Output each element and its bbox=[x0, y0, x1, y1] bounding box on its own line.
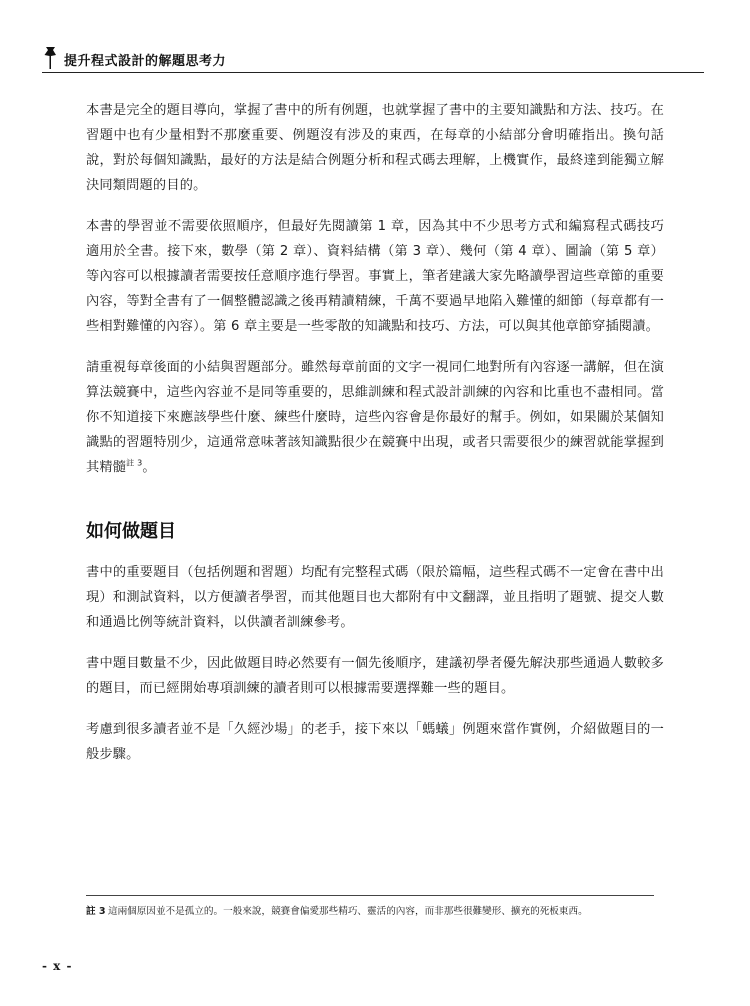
footnote-mark: 註 3 bbox=[86, 906, 106, 917]
page-number: - x - bbox=[42, 959, 73, 973]
intro-paragraph-3 bbox=[86, 355, 664, 480]
section-paragraph-2: 書中題目數量不少，因此做題目時必然要有一個先後順序，建議初學者優先解決那些通過人數較多的題目，而已經開始專項訓練的讀者則可以根據需要選擇難一些的題目。 bbox=[86, 656, 664, 696]
header-title: 提升程式設計的解題思考力 bbox=[64, 54, 227, 69]
pushpin-icon bbox=[42, 46, 60, 70]
intro-paragraph-3-text: 請重視每章後面的小結與習題部分。雖然每章前面的文字一視同仁地對所有內容逐一講解，但在演算法競賽中，這些內容並不是同等重要的，思維訓練和程式設計訓練的內容和比重也不盡相同。當你不知道接下來應該學些什麼、練些什麼時，這些內容會是你最好的幫手。例如，如果關於某個知識點的習題特別少，這通常意味著該知識點很少在競賽中出現，或者只需要很少的練習就能掌握到其精髓 bbox=[86, 360, 664, 475]
running-header bbox=[42, 44, 704, 73]
section-paragraph-3: 考慮到很多讀者並不是「久經沙場」的老手，接下來以「螞蟻」例題來當作實例，介紹做題目的一般步驟。 bbox=[86, 722, 664, 762]
footnote-reference[interactable]: 註 3 bbox=[126, 458, 143, 468]
main-content bbox=[86, 98, 664, 783]
intro-paragraph-3-end: 。 bbox=[142, 460, 156, 475]
intro-paragraph-1: 本書是完全的題目導向，掌握了書中的所有例題，也就掌握了書中的主要知識點和方法、技巧。在習題中也有少量相對不那麼重要、例題沒有涉及的東西，在每章的小結部分會明確指出。換句話說，對於每個知識點，最好的方法是結合例題分析和程式碼去理解，上機實作，最終達到能獨立解決同類問題的目的。 bbox=[86, 103, 664, 193]
footnote-text: 這兩個原因並不是孤立的。一般來說，競賽會偏愛那些精巧、靈活的內容，而非那些很難變形、擴充的死板東西。 bbox=[108, 906, 588, 917]
section-paragraph-1: 書中的重要題目（包括例題和習題）均配有完整程式碼（限於篇幅，這些程式碼不一定會在書中出現）和測試資料，以方便讀者學習，而其他題目也大都附有中文翻譯，並且指明了題號、提交人數和通過比例等統計資料，以供讀者訓練參考。 bbox=[86, 565, 664, 630]
intro-paragraph-2: 本書的學習並不需要依照順序，但最好先閱讀第 1 章，因為其中不少思考方式和編寫程式碼技巧適用於全書。接下來，數學（第 2 章）、資料結構（第 3 章）、幾何（第 4 章）、圖論（第 5 章）等內容可以根據讀者需要按任意順序進行學習。事實上，筆者建議大家先略讀學習這些章節的重要內容，等對全書有了一個整體認識之後再精讀精練，千萬不要過早地陷入難懂的細節（每章都有一些相對難懂的內容）。第 6 章主要是一些零散的知識點和技巧、方法，可以與其他章節穿插閱讀。 bbox=[86, 219, 664, 334]
footnote bbox=[86, 905, 664, 919]
footnote-divider bbox=[86, 895, 654, 896]
section-title: 如何做題目 bbox=[86, 521, 176, 542]
